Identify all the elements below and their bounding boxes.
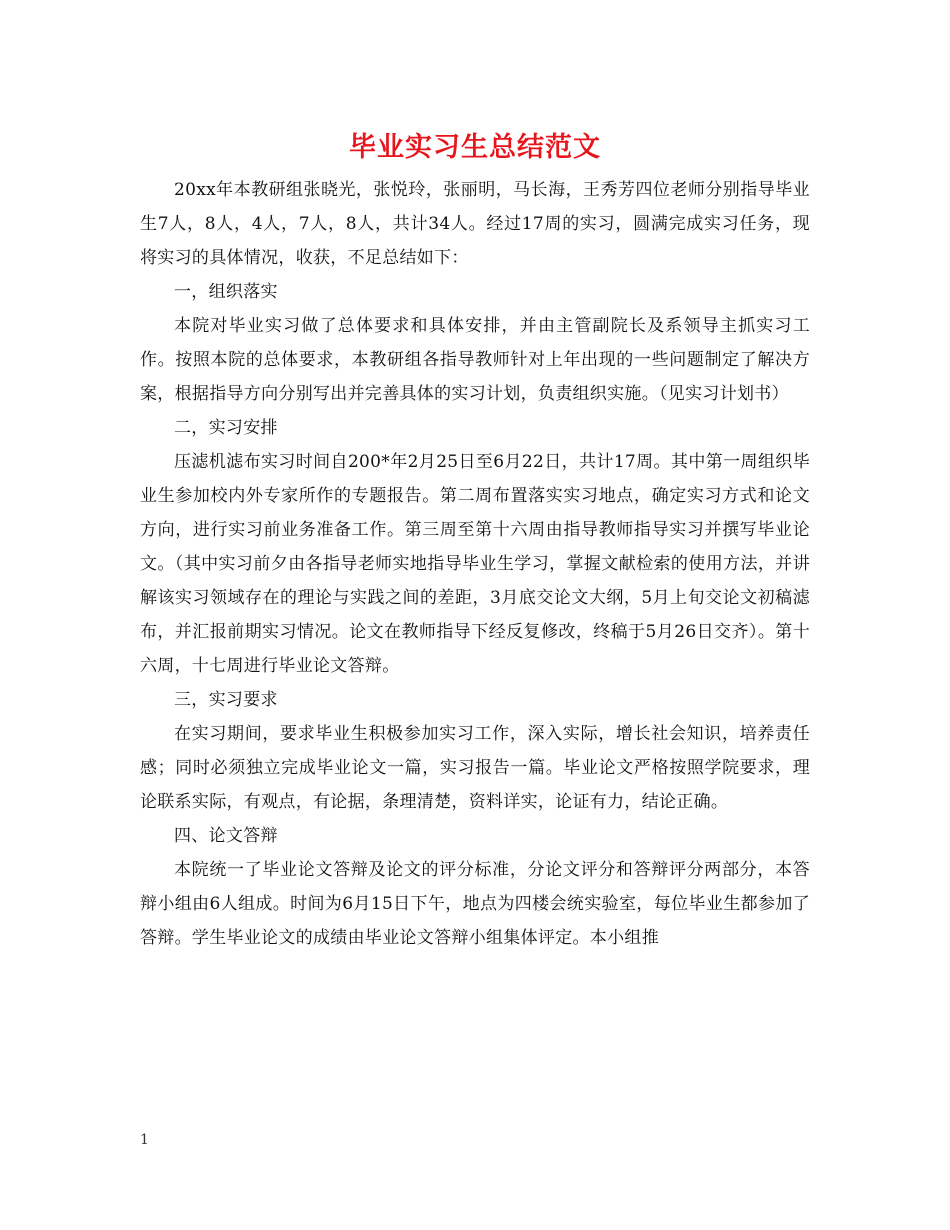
requirements-paragraph: 在实习期间，要求毕业生积极参加实习工作，深入实际，增长社会知识，培养责任感；同时必须独立完成毕业论文一篇，实习报告一篇。毕业论文严格按照学院要求，理论联系实际，有观点，有论据，条理清楚，资料详实，论证有力，结论正确。 xyxy=(140,724,810,812)
section-heading-defense: 四、论文答辩 xyxy=(174,826,278,846)
defense-paragraph: 本院统一了毕业论文答辩及论文的评分标准，分论文评分和答辩评分两部分，本答辩小组由6人组成。时间为6月15日下午，地点为四楼会统实验室，每位毕业生都参加了答辩。学生毕业论文的成绩由毕业论文答辩小组集体评定。本小组推 xyxy=(140,860,810,948)
section-heading-arrangement: 二，实习安排 xyxy=(174,418,278,438)
intro-paragraph: 20xx年本教研组张晓光，张悦玲，张丽明，马长海，王秀芳四位老师分别指导毕业生7人，8人，4人，7人，8人，共计34人。经过17周的实习，圆满完成实习任务，现将实习的具体情况，收获，不足总结如下： xyxy=(140,180,810,268)
arrangement-paragraph: 压滤机滤布实习时间自200*年2月25日至6月22日，共计17周。其中第一周组织毕业生参加校内外专家所作的专题报告。第二周布置落实实习地点，确定实习方式和论文方向，进行实习前业务准备工作。第三周至第十六周由指导教师指导实习并撰写毕业论文。（其中实习前夕由各指导老师实地指导毕业生学习，掌握文献检索的使用方法，并讲解该实习领域存在的理论与实践之间的差距，3月底交论文大纲，5月上旬交论文初稿滤布，并汇报前期实习情况。论文在教师指导下经反复修改，终稿于5月26日交齐）。第十六周，十七周进行毕业论文答辩。 xyxy=(140,452,810,676)
document-body xyxy=(140,173,810,955)
organization-paragraph: 本院对毕业实习做了总体要求和具体安排，并由主管副院长及系领导主抓实习工作。按照本院的总体要求，本教研组各指导教师针对上年出现的一些问题制定了解决方案，根据指导方向分别写出并完善具体的实习计划，负责组织实施。（见实习计划书） xyxy=(140,316,810,404)
document-title: 毕业实习生总结范文 xyxy=(349,132,601,163)
page-number: 1 xyxy=(140,1132,149,1148)
section-heading-requirements: 三，实习要求 xyxy=(174,690,278,710)
section-heading-organization: 一，组织落实 xyxy=(174,282,278,302)
